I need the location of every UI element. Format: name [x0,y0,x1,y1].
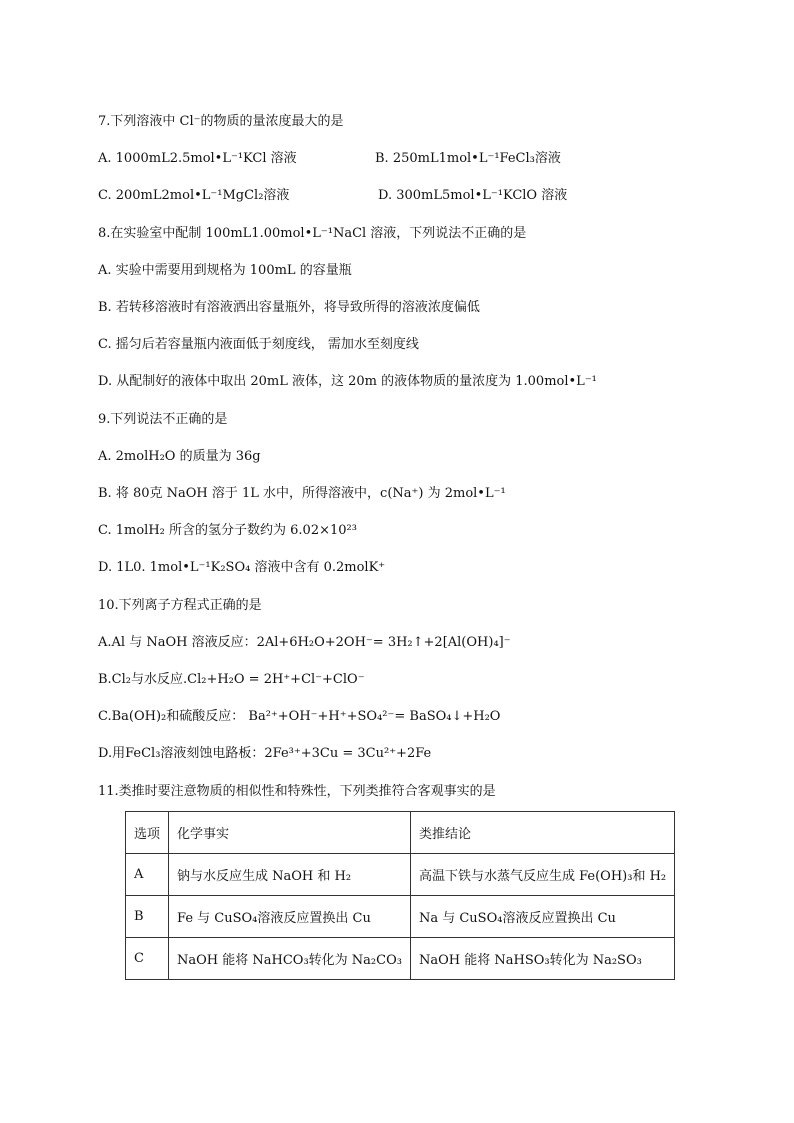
q8-option-a: A. 实验中需要用到规格为 100mL 的容量瓶 [98,263,352,278]
q9-option-a: A. 2molH₂O 的质量为 36g [98,449,261,464]
q10-option-d: D.用FeCl₃溶液刻蚀电路板：2Fe³⁺+3Cu = 3Cu²⁺+2Fe [98,746,432,761]
table-cell: NaOH 能将 NaHCO₃转化为 Na₂CO₃ [169,938,411,980]
q7-option-d: D. 300mL5mol•L⁻¹KClO 溶液 [378,188,568,203]
q7-option-c: C. 200mL2mol•L⁻¹MgCl₂溶液 [98,188,290,203]
table-row [126,854,675,896]
table-header-cell: 选项 [126,812,169,854]
table-cell: 钠与水反应生成 NaOH 和 H₂ [169,854,411,896]
analogy-table [125,811,675,980]
table-header-cell: 化学事实 [169,812,411,854]
q7-stem: 7.下列溶液中 Cl⁻的物质的量浓度最大的是 [98,114,344,129]
table-cell: C [126,938,169,980]
q9-option-d: D. 1L0. 1mol•L⁻¹K₂SO₄ 溶液中含有 0.2molK⁺ [98,560,386,575]
q8-option-c: C. 摇匀后若容量瓶内液面低于刻度线， 需加水至刻度线 [98,337,419,352]
table-cell: NaOH 能将 NaHSO₃转化为 Na₂SO₃ [410,938,674,980]
table-cell: A [126,854,169,896]
q8-stem: 8.在实验室中配制 100mL1.00mol•L⁻¹NaCl 溶液，下列说法不正确的是 [98,226,527,241]
q8-option-b: B. 若转移溶液时有溶液洒出容量瓶外，将导致所得的溶液浓度偏低 [98,300,480,315]
q8-option-d: D. 从配制好的液体中取出 20mL 液体，这 20m 的液体物质的量浓度为 1.00mol•L⁻¹ [98,374,597,389]
table-cell: 高温下铁与水蒸气反应生成 Fe(OH)₃和 H₂ [410,854,674,896]
q9-stem: 9.下列说法不正确的是 [98,412,228,427]
table-row [126,938,675,980]
q10-stem: 10.下列离子方程式正确的是 [98,598,262,613]
table-cell: Fe 与 CuSO₄溶液反应置换出 Cu [169,896,411,938]
table-header-row [126,812,675,854]
q10-option-c: C.Ba(OH)₂和硫酸反应： Ba²⁺+OH⁻+H⁺+SO₄²⁻= BaSO₄↓+H₂O [98,709,501,724]
table-cell: Na 与 CuSO₄溶液反应置换出 Cu [410,896,674,938]
table-header-cell: 类推结论 [410,812,674,854]
table-row [126,896,675,938]
q10-option-b: B.Cl₂与水反应.Cl₂+H₂O = 2H⁺+Cl⁻+ClO⁻ [98,672,365,687]
q7-option-a: A. 1000mL2.5mol•L⁻¹KCl 溶液 [98,151,297,166]
q7-option-b: B. 250mL1mol•L⁻¹FeCl₃溶液 [375,151,561,166]
q11-stem: 11.类推时要注意物质的相似性和特殊性，下列类推符合客观事实的是 [98,784,496,799]
table-cell: B [126,896,169,938]
q10-option-a: A.Al 与 NaOH 溶液反应：2Al+6H₂O+2OH⁻= 3H₂↑+2[Al(OH)₄]⁻ [98,635,511,650]
q9-option-b: B. 将 80克 NaOH 溶于 1L 水中，所得溶液中，c(Na⁺) 为 2mol•L⁻¹ [98,486,506,501]
q9-option-c: C. 1molH₂ 所含的氢分子数约为 6.02×10²³ [98,523,357,538]
